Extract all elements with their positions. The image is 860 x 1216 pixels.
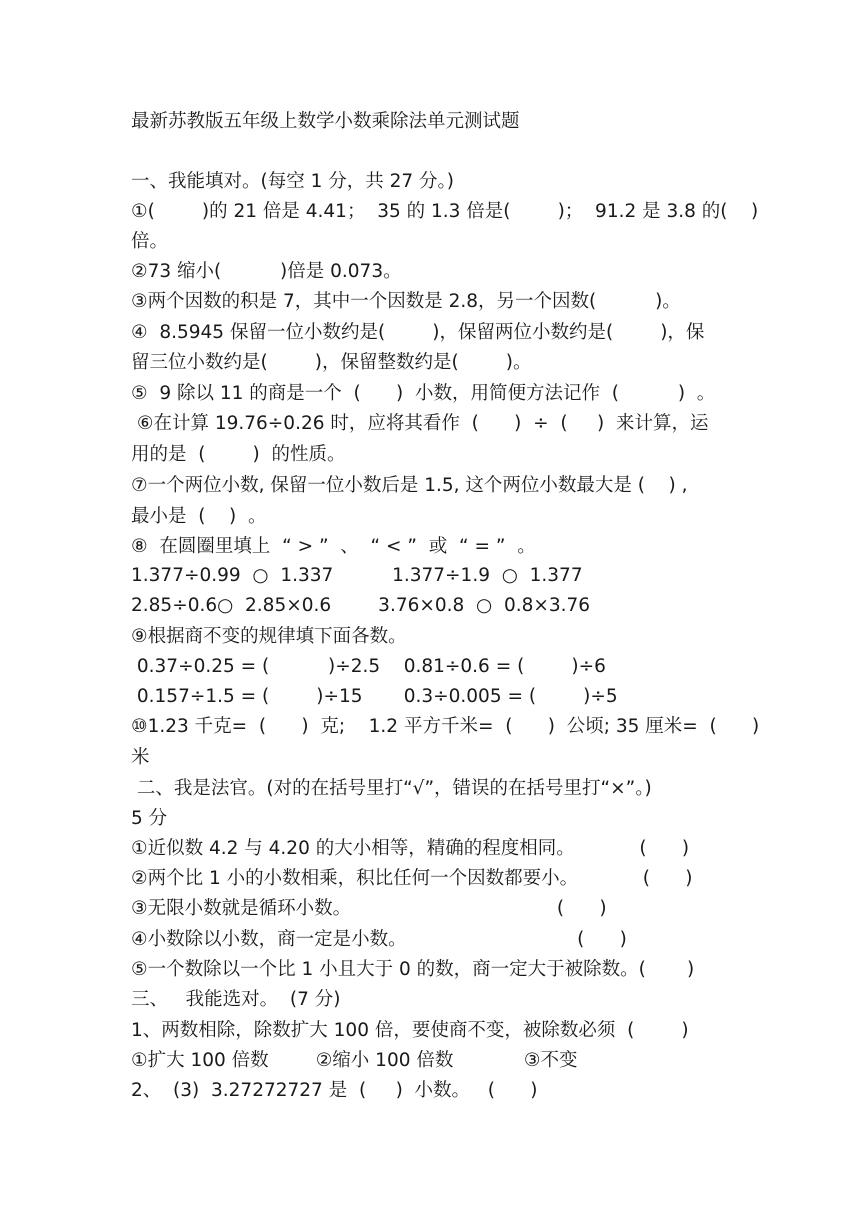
- text-line: 留三位小数约是( )，保留整数约是( )。: [131, 352, 532, 373]
- text-line: ④ 8.5945 保留一位小数约是( )，保留两位小数约是( )，保: [131, 322, 705, 343]
- text-line: 最小是 ( ) 。: [131, 506, 267, 527]
- text-line: ④小数除以小数，商一定是小数。 ( ): [131, 929, 627, 950]
- text-line: ①近似数 4.2 与 4.20 的大小相等，精确的程度相同。 ( ): [131, 838, 690, 859]
- text-line: 三、 我能选对。 (7 分): [131, 989, 341, 1010]
- text-line: 1.377÷0.99 ○ 1.337 1.377÷1.9 ○ 1.377: [131, 565, 583, 586]
- text-line: ⑩1.23 千克= ( ) 克; 1.2 平方千米= ( ) 公顷; 35 厘米= ( ): [131, 716, 760, 737]
- text-line: ⑧ 在圆圈里填上 “ > ” 、 “ < ” 或 “ = ” 。: [131, 536, 536, 557]
- text-line: 米: [131, 747, 150, 768]
- text-line: ③两个因数的积是 7，其中一个因数是 2.8，另一个因数( )。: [131, 291, 681, 312]
- text-line: 倍。: [131, 231, 169, 252]
- text-line: ②73 缩小( )倍是 0.073。: [131, 261, 402, 282]
- document-title: 最新苏教版五年级上数学小数乘除法单元测试题: [131, 111, 520, 132]
- text-line: ③无限小数就是循环小数。 ( ): [131, 898, 607, 919]
- text-line: 用的是 ( ) 的性质。: [131, 444, 346, 465]
- text-line: 5 分: [131, 808, 168, 829]
- text-line: 二、我是法官。(对的在括号里打“√”，错误的在括号里打“×”。): [131, 778, 652, 799]
- text-line: ①扩大 100 倍数 ②缩小 100 倍数 ③不变: [131, 1050, 578, 1071]
- text-line: 1、两数相除，除数扩大 100 倍，要使商不变，被除数必须 ( ): [131, 1020, 689, 1041]
- text-line: 一、我能填对。(每空 1 分，共 27 分。): [131, 171, 455, 192]
- text-line: ⑥在计算 19.76÷0.26 时，应将其看作 ( ) ÷ ( ) 来计算，运: [131, 413, 709, 434]
- text-line: ⑤一个数除以一个比 1 小且大于 0 的数，商一定大于被除数。( ): [131, 959, 695, 980]
- text-line: ⑤ 9 除以 11 的商是一个 ( ) 小数，用简便方法记作 ( ) 。: [131, 383, 716, 404]
- text-line: ①( )的 21 倍是 4.41； 35 的 1.3 倍是( )； 91.2 是 3.8 的( ): [131, 201, 759, 222]
- text-line: 0.37÷0.25 = ( )÷2.5 0.81÷0.6 = ( )÷6: [131, 656, 606, 677]
- text-line: ⑦一个两位小数, 保留一位小数后是 1.5, 这个两位小数最大是 ( ) ,: [131, 475, 688, 496]
- text-line: 0.157÷1.5 = ( )÷15 0.3÷0.005 = ( )÷5: [131, 686, 618, 707]
- text-line: 2.85÷0.6○ 2.85×0.6 3.76×0.8 ○ 0.8×3.76: [131, 595, 591, 616]
- text-line: 2、 (3) 3.27272727 是 ( ) 小数。 ( ): [131, 1080, 538, 1101]
- text-line: ⑨根据商不变的规律填下面各数。: [131, 626, 407, 647]
- text-line: ②两个比 1 小的小数相乘，积比任何一个因数都要小。 ( ): [131, 868, 693, 889]
